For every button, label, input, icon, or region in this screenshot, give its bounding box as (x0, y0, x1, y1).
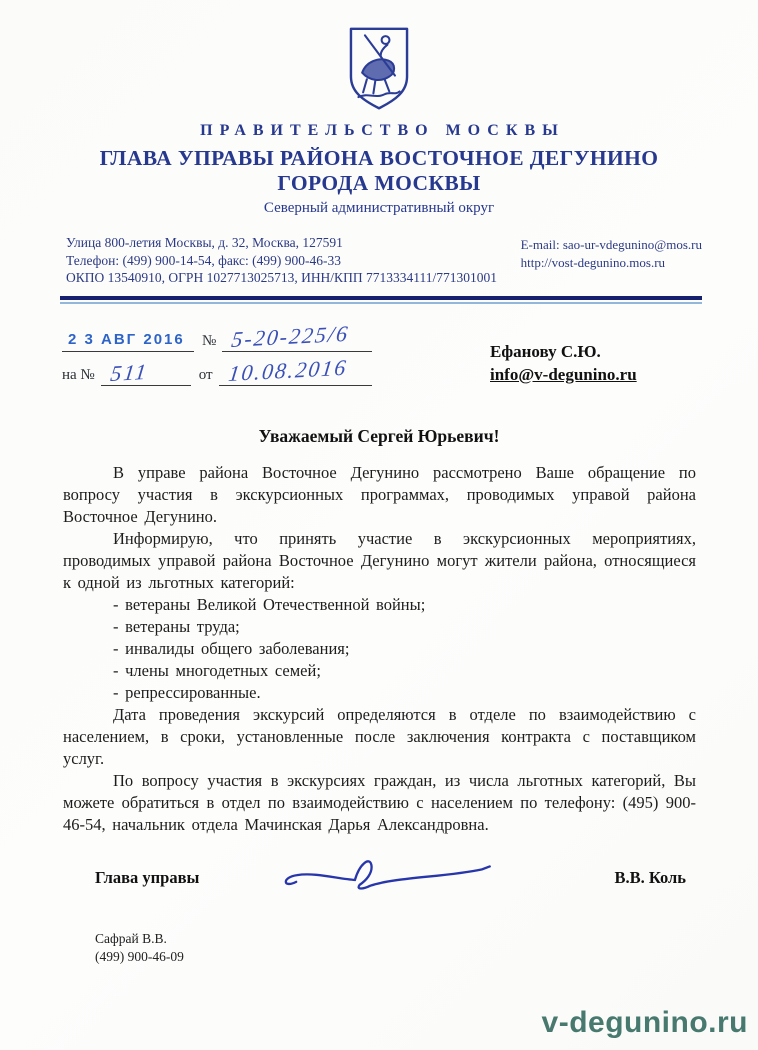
outgoing-reference-row (62, 318, 372, 352)
outgoing-number-line (222, 317, 372, 352)
letterhead-divider (60, 296, 702, 304)
date-stamp-line (62, 317, 194, 352)
incoming-number-line (101, 351, 191, 386)
registration-codes: ОКПО 13540910, ОГРН 1027713025713, ИНН/КПП 7713334111/771301001 (66, 270, 497, 285)
reply-to-label: на № (62, 366, 95, 383)
incoming-date-handwritten: 10.08.2016 (226, 354, 349, 386)
recipient-email: info@v-degunino.ru (490, 364, 637, 384)
executor-name: Сафрай В.В. (95, 930, 167, 946)
paragraph-3: Дата проведения экскурсий определяются в отделе по взаимодействию с населением, в сроки, установленные после заключения контракта с поставщиком услуг. (63, 704, 696, 768)
moscow-coat-of-arms-icon (341, 26, 417, 112)
organization-title-line1: ГЛАВА УПРАВЫ РАЙОНА ВОСТОЧНОЕ ДЕГУНИНО (99, 146, 659, 170)
phone-fax: Телефон: (499) 900-14-54, факс: (499) 900-46-33 (66, 252, 342, 268)
paragraph-2: Информирую, что принять участие в экскурсионных мероприятиях, проводимых управой района Восточное Дегунино могут жители района, относящиеся к одной из льготных категорий: (63, 528, 696, 592)
postal-address: Улица 800-летия Москвы, д. 32, Москва, 127591 (66, 235, 343, 250)
incoming-date-line (219, 351, 372, 386)
salutation: Уважаемый Сергей Юрьевич! (258, 425, 500, 446)
incoming-reference-row (62, 352, 372, 386)
benefit-categories-list (63, 594, 696, 704)
recipient-block (490, 340, 680, 386)
executor-phone: (499) 900-46-09 (95, 948, 184, 964)
organization-title-line2: ГОРОДА МОСКВЫ (277, 171, 481, 195)
contact-right-block (521, 236, 702, 287)
category-item: - инвалиды общего заболевания; (113, 638, 350, 658)
email-address: E-mail: sao-ur-vdegunino@mos.ru (520, 237, 702, 252)
signature-autograph-icon (279, 852, 504, 904)
executor-block (95, 930, 758, 966)
reference-block (62, 318, 372, 386)
outgoing-number-handwritten: 5-20-225/6 (230, 320, 352, 352)
signer-position: Глава управы (95, 867, 200, 887)
contact-left-block (66, 234, 497, 287)
paragraph-4: По вопросу участия в экскурсиях граждан, из числа льготных категорий, Вы можете обратиться в отдел по взаимодействию с населением по телефону: (495) 900-46-54, начальник отдела Мачинская Дарья Александровна. (63, 770, 696, 834)
government-name: ПРАВИТЕЛЬСТВО МОСКВЫ (200, 122, 565, 139)
paragraph-1: В управе района Восточное Дегунино рассмотрено Ваше обращение по вопросу участия в экскурсионных программах, проводимых управой района Восточное Дегунино. (63, 462, 696, 526)
category-item: - ветераны труда; (113, 616, 240, 636)
reference-zone (62, 318, 680, 386)
from-label: от (198, 366, 213, 383)
registration-date-stamp: 2 3 АВГ 2016 (68, 330, 185, 348)
site-watermark: v-degunino.ru (541, 1006, 748, 1039)
number-label: № (202, 332, 217, 349)
letter-body (63, 462, 696, 836)
recipient-name: Ефанову С.Ю. (490, 341, 601, 361)
category-item: - репрессированные. (113, 682, 261, 702)
incoming-number-handwritten: 511 (108, 358, 150, 386)
administrative-district: Северный административный округ (263, 200, 495, 216)
website-url: http://vost-degunino.mos.ru (520, 254, 666, 270)
signer-name: В.В. Коль (614, 867, 686, 887)
category-item: - члены многодетных семей; (113, 660, 321, 680)
letterhead-contacts (66, 234, 702, 287)
category-item: - ветераны Великой Отечественной войны; (113, 594, 426, 614)
signature-row (95, 852, 686, 904)
